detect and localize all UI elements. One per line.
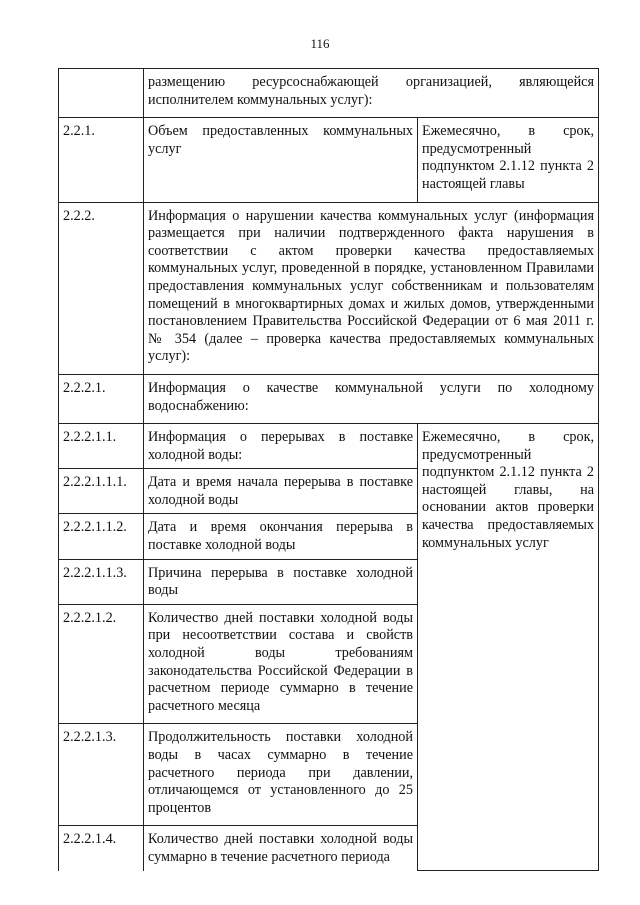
row-number: 2.2.2.1.3. <box>59 724 144 826</box>
row-text: Информация о нарушении качества коммунальных услуг (информация размещается при наличии подтвержденного факта нарушения в соответствии с актом проверки качества предоставляемых коммунальных услуг, проведенной в порядке, установленном Правилами предоставления коммунальных услуг собственникам и пользователям помещений в многоквартирных домах и жилых домов, утвержденными постановлением Правительства Российской Федерации от 6 мая 2011 г. № 354 (далее – проверка качества предоставляемых коммунальных услуг): <box>144 202 599 374</box>
row-text: Количество дней поставки холодной воды суммарно в течение расчетного периода <box>144 826 418 871</box>
requirements-table <box>58 68 599 871</box>
row-text: Информация о качестве коммунальной услуги по холодному водоснабжению: <box>144 374 599 423</box>
row-number: 2.2.2.1.1.3. <box>59 559 144 604</box>
row-number: 2.2.1. <box>59 118 144 202</box>
page-number: 116 <box>310 36 330 51</box>
row-text: Количество дней поставки холодной воды при несоответствии состава и свойств холодной воды требованиям законодательства Российской Федерации в расчетном периоде суммарно в течение расчетного месяца <box>144 604 418 724</box>
row-period: Ежемесячно, в срок, предусмотренный подпунктом 2.1.12 пункта 2 настоящей главы <box>418 118 599 202</box>
table-row <box>59 374 599 423</box>
table-row <box>59 118 599 202</box>
row-text: размещению ресурсоснабжающей организацией, являющейся исполнителем коммунальных услуг): <box>144 69 599 118</box>
row-number: 2.2.2.1.2. <box>59 604 144 724</box>
row-number <box>59 69 144 118</box>
row-text: Объем предоставленных коммунальных услуг <box>144 118 418 202</box>
row-number: 2.2.2.1.1.2. <box>59 514 144 559</box>
row-number: 2.2.2.1. <box>59 374 144 423</box>
row-text: Продолжительность поставки холодной воды в часах суммарно в течение расчетного периода при давлении, отличающемся от установленного до 25 процентов <box>144 724 418 826</box>
row-number: 2.2.2. <box>59 202 144 374</box>
table-row <box>59 202 599 374</box>
row-text: Информация о перерывах в поставке холодной воды: <box>144 424 418 469</box>
row-text: Дата и время начала перерыва в поставке холодной воды <box>144 469 418 514</box>
merged-period-cell: Ежемесячно, в срок, предусмотренный подпунктом 2.1.12 пункта 2 настоящей главы, на основании актов проверки качества предоставляемых коммунальных услуг <box>418 424 599 871</box>
row-text: Причина перерыва в поставке холодной воды <box>144 559 418 604</box>
table-row <box>59 69 599 118</box>
row-text: Дата и время окончания перерыва в поставке холодной воды <box>144 514 418 559</box>
row-number: 2.2.2.1.1.1. <box>59 469 144 514</box>
table-row <box>59 424 599 469</box>
row-number: 2.2.2.1.1. <box>59 424 144 469</box>
row-number: 2.2.2.1.4. <box>59 826 144 871</box>
